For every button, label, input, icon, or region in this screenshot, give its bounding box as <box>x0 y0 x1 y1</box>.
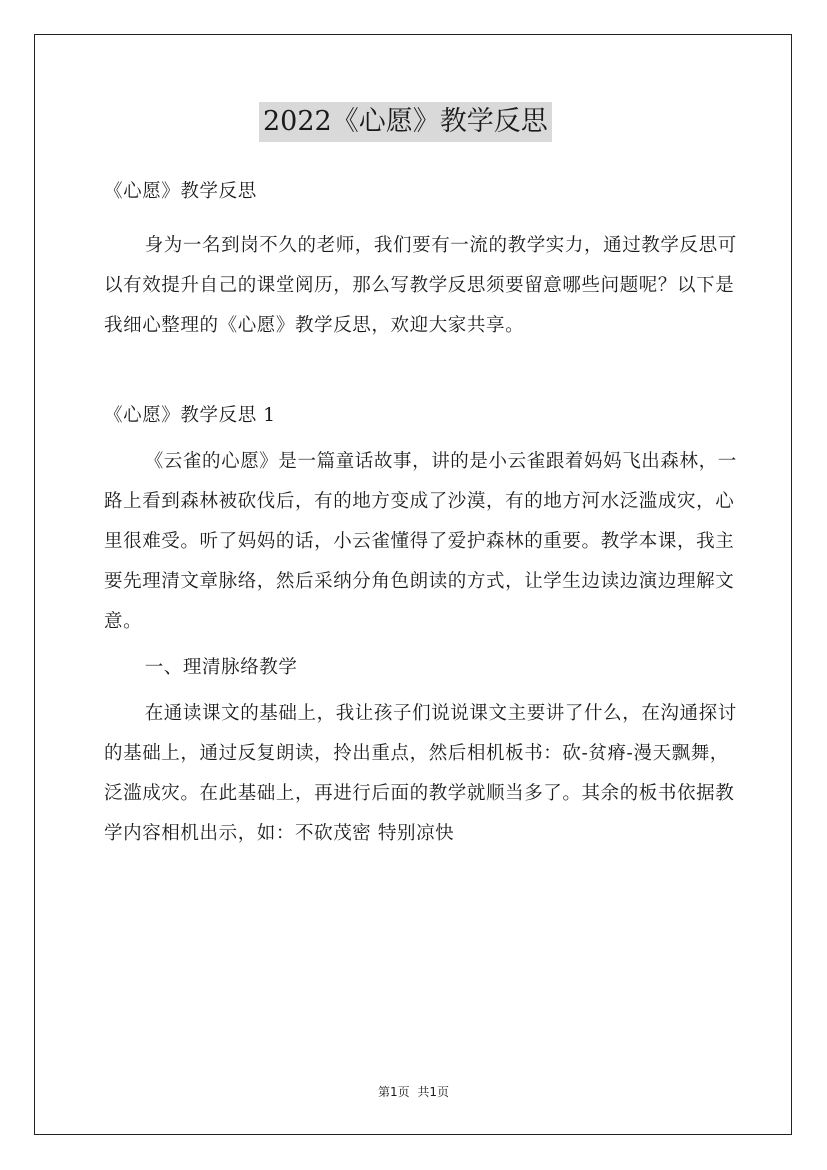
intro-paragraph: 身为一名到岗不久的老师，我们要有一流的教学实力，通过教学反思可以有效提升自己的课堂阅历，那么写教学反思须要留意哪些问题呢？以下是我细心整理的《心愿》教学反思，欢迎大家共享。 <box>104 235 737 336</box>
body-paragraph-2: 在通读课文的基础上，我让孩子们说说课文主要讲了什么，在沟通探讨的基础上，通过反复朗读，拎出重点，然后相机板书：砍-贫瘠-漫天飘舞，泛滥成灾。在此基础上，再进行后面的教学就顺当多了。其余的板书依据教学内容相机出示，如：不砍茂密 特别凉快 <box>104 703 737 844</box>
point-heading-1: 一、理清脉络教学 <box>144 657 298 678</box>
document-body <box>104 172 740 854</box>
page-total: 共1页 <box>417 1085 450 1099</box>
body-paragraph-1: 《云雀的心愿》是一篇童话故事，讲的是小云雀跟着妈妈飞出森林，一路上看到森林被砍伐后，有的地方变成了沙漠，有的地方河水泛滥成灾，心里很难受。听了妈妈的话，小云雀懂得了爱护森林的重要。教学本课，我主要先理清文章脉络，然后采纳分角色朗读的方式，让学生边读边演边理解文意。 <box>104 451 737 632</box>
page-number: 第1页 <box>377 1085 410 1099</box>
document-title: 2022《心愿》教学反思 <box>259 102 552 142</box>
section-heading: 《心愿》教学反思 1 <box>104 405 276 426</box>
page-footer <box>0 1083 827 1100</box>
document-subtitle: 《心愿》教学反思 <box>104 181 257 202</box>
